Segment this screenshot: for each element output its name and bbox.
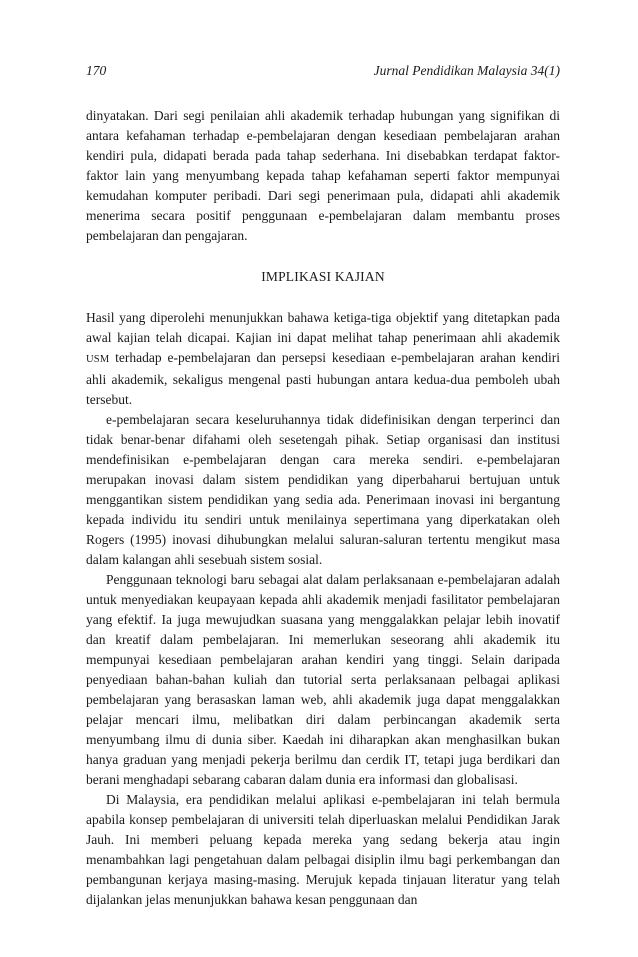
paragraph-1: [86, 308, 560, 410]
article-body: [86, 106, 560, 910]
section-heading: IMPLIKASI KAJIAN: [261, 269, 385, 284]
paragraph-4: Di Malaysia, era pendidikan melalui aplikasi e-pembelajaran ini telah bermula apabila konsep pembelajaran di universiti telah diperluaskan melalui Pendidikan Jarak Jauh. Ini memberi peluang kepada mereka yang sedang bekerja atau ingin menambahkan lagi pengetahuan dalam pelbagai disiplin ilmu bagi perkembangan dan pembangunan kerjaya masing-masing. Merujuk kepada tinjauan literatur yang telah dijalankan jelas menunjukkan bahawa kesan penggunaan dan: [86, 792, 560, 907]
journal-title: Jurnal Pendidikan Malaysia 34(1): [373, 63, 560, 78]
page-number: 170: [86, 63, 107, 78]
paragraph-2: e-pembelajaran secara keseluruhannya tidak didefinisikan dengan terperinci dan tidak benar-benar difahami oleh sesetengah pihak. Setiap organisasi dan institusi mendefinisikan e-pembelajaran dengan cara mereka sendiri. e-pembelajaran merupakan inovasi dalam sistem pendidikan yang diperbaharui bertujuan untuk menggantikan sistem pendidikan yang sedia ada. Penerimaan inovasi ini bergantung kepada individu itu sendiri untuk menilainya sepertimana yang diperkatakan oleh Rogers (1995) inovasi dihubungkan melalui saluran-saluran tertentu mengikut masa dalam kalangan ahli sesebuah sistem sosial.: [86, 412, 560, 567]
journal-page: [86, 62, 560, 910]
usm-abbreviation: USM: [86, 354, 110, 365]
intro-paragraph: dinyatakan. Dari segi penilaian ahli akademik terhadap hubungan yang signifikan di antara kefahaman terhadap e-pembelajaran dengan kesediaan pembelajaran arahan kendiri pula, didapati berada pada tahap sederhana. Ini disebabkan terdapat faktor-faktor lain yang menyumbang kepada tahap kefahaman seperti faktor mempunyai kemudahan komputer peribadi. Dari segi penerimaan pula, didapati ahli akademik menerima secara positif penggunaan e-pembelajaran dalam membantu proses pembelajaran dan pengajaran.: [86, 108, 560, 243]
paragraph-1-text-a: Hasil yang diperolehi menunjukkan bahawa ketiga-tiga objektif yang ditetapkan pada awal kajian telah dicapai. Kajian ini dapat melihat tahap penerimaan ahli akademik: [86, 310, 560, 345]
paragraph-3: Penggunaan teknologi baru sebagai alat dalam perlaksanaan e-pembelajaran adalah untuk menyediakan keupayaan kepada ahli akademik menjadi fasilitator pembelajaran yang efektif. Ia juga mewujudkan suasana yang menggalakkan pelajar lebih inovatif dan kreatif dalam pembelajaran. Ini memerlukan seseorang ahli akademik itu mempunyai kesediaan pembelajaran arahan kendiri yang tinggi. Selain daripada penyediaan bahan-bahan kuliah dan tutorial serta perlaksanaan pelbagai aplikasi pembelajaran yang berasaskan laman web, ahli akademik juga dapat menggalakkan pelajar mencari ilmu, melibatkan diri dalam perbincangan akademik serta menyumbang ilmu di dunia siber. Kaedah ini diharapkan akan menghasilkan bukan hanya graduan yang menjadi pekerja berilmu dan cerdik IT, tetapi juga berdikari dan berani menghadapi sebarang cabaran dalam dunia era informasi dan globalisasi.: [86, 572, 560, 787]
paragraph-1-text-b: terhadap e-pembelajaran dan persepsi kesediaan e-pembelajaran arahan kendiri ahli akademik, sekaligus mengenal pasti hubungan antara kedua-dua pemboleh ubah tersebut.: [86, 350, 560, 407]
running-head: [86, 62, 560, 80]
